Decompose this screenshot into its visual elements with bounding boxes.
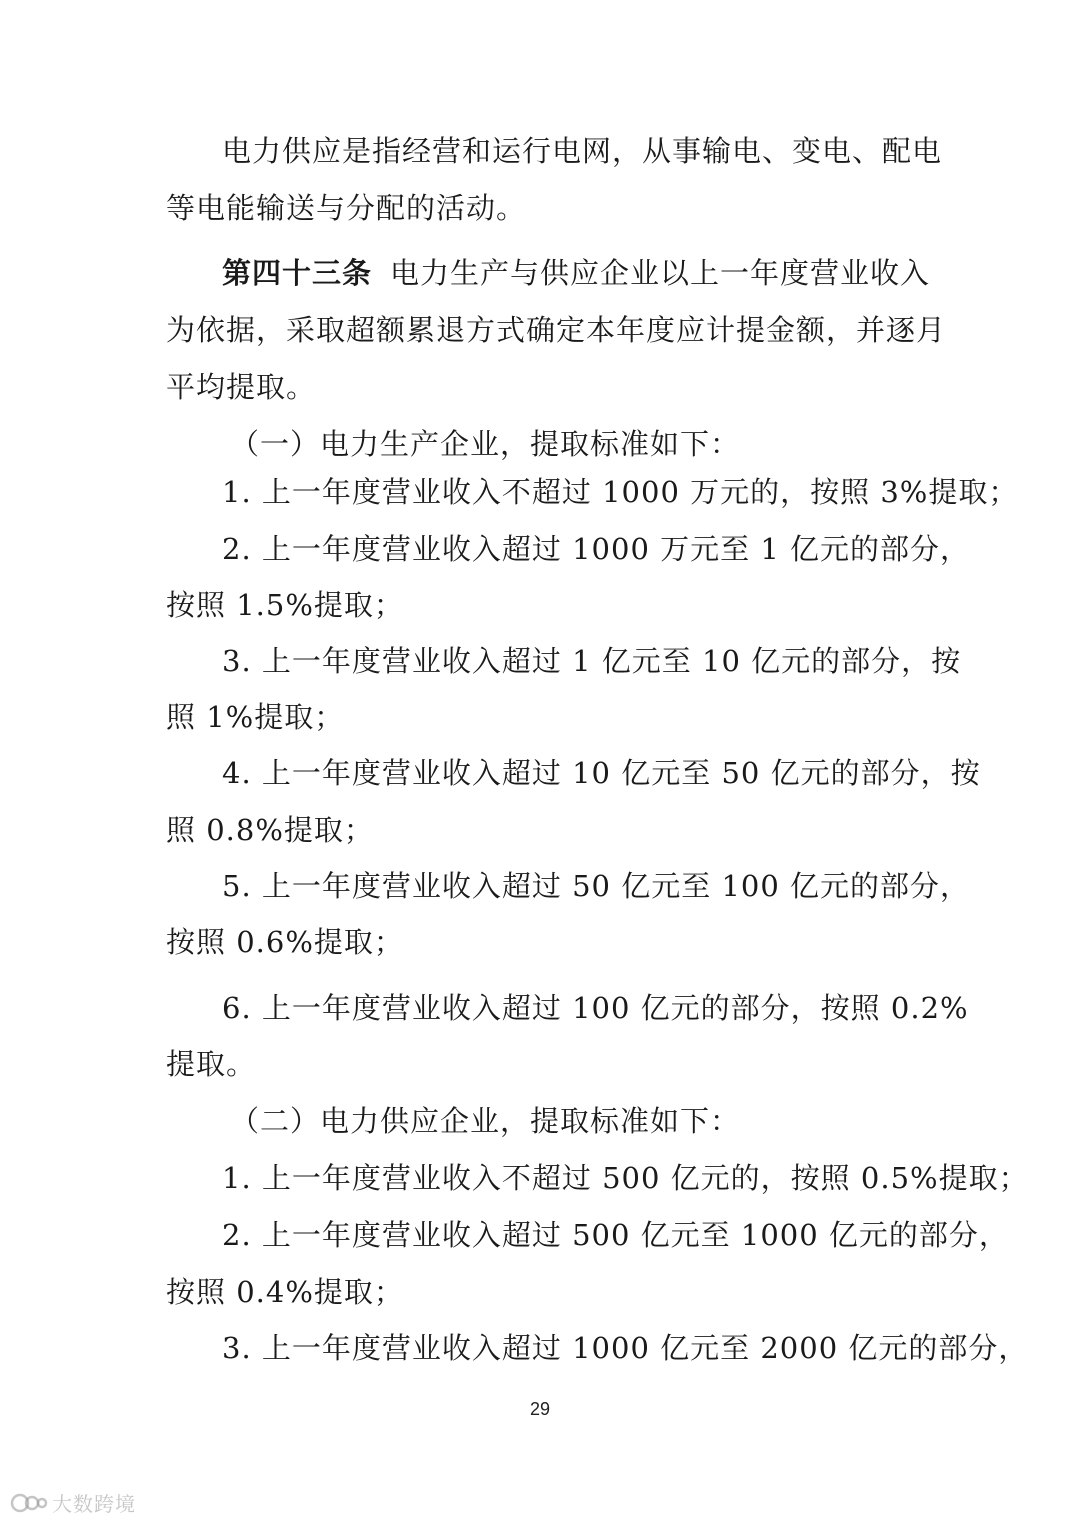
list-item: 2. 上一年度营业收入超过 1000 万元至 1 亿元的部分， bbox=[222, 532, 971, 566]
list-item: 1. 上一年度营业收入不超过 500 亿元的，按照 0.5%提取； bbox=[222, 1161, 1029, 1195]
list-item: 6. 上一年度营业收入超过 100 亿元的部分，按照 0.2% bbox=[222, 991, 969, 1025]
list-item: 3. 上一年度营业收入超过 1 亿元至 10 亿元的部分，按 bbox=[222, 644, 962, 678]
list-item-continued: 提取。 bbox=[166, 1047, 257, 1081]
list-item-continued: 按照 0.4%提取； bbox=[166, 1275, 404, 1309]
watermark bbox=[10, 1488, 136, 1517]
paragraph-line: 为依据，采取超额累退方式确定本年度应计提金额，并逐月 bbox=[166, 313, 947, 347]
page-number: 29 bbox=[529, 1399, 551, 1419]
list-item-continued: 按照 0.6%提取； bbox=[166, 925, 404, 959]
paragraph-line: 等电能输送与分配的活动。 bbox=[166, 191, 527, 225]
list-item: 1. 上一年度营业收入不超过 1000 万元的，按照 3%提取； bbox=[222, 475, 1019, 509]
list-item-continued: 照 0.8%提取； bbox=[166, 813, 374, 847]
section-1-heading: （一）电力生产企业，提取标准如下： bbox=[230, 427, 741, 461]
watermark-text: 大数跨境 bbox=[52, 1492, 136, 1516]
watermark-logo-icon bbox=[10, 1489, 48, 1517]
list-item: 2. 上一年度营业收入超过 500 亿元至 1000 亿元的部分， bbox=[222, 1218, 1009, 1252]
paragraph-line: 平均提取。 bbox=[166, 370, 317, 404]
list-item: 4. 上一年度营业收入超过 10 亿元至 50 亿元的部分，按 bbox=[222, 756, 981, 790]
article-43-line bbox=[222, 253, 930, 293]
section-2-heading: （二）电力供应企业，提取标准如下： bbox=[230, 1104, 741, 1138]
list-item-continued: 照 1%提取； bbox=[166, 700, 345, 734]
article-43-title: 第四十三条 bbox=[222, 256, 373, 290]
article-43-text: 电力生产与供应企业以上一年度营业收入 bbox=[390, 256, 931, 290]
list-item: 3. 上一年度营业收入超过 1000 亿元至 2000 亿元的部分， bbox=[222, 1331, 1029, 1365]
paragraph-line: 电力供应是指经营和运行电网，从事输电、变电、配电 bbox=[222, 134, 943, 168]
list-item-continued: 按照 1.5%提取； bbox=[166, 588, 404, 622]
list-item: 5. 上一年度营业收入超过 50 亿元至 100 亿元的部分， bbox=[222, 869, 971, 903]
